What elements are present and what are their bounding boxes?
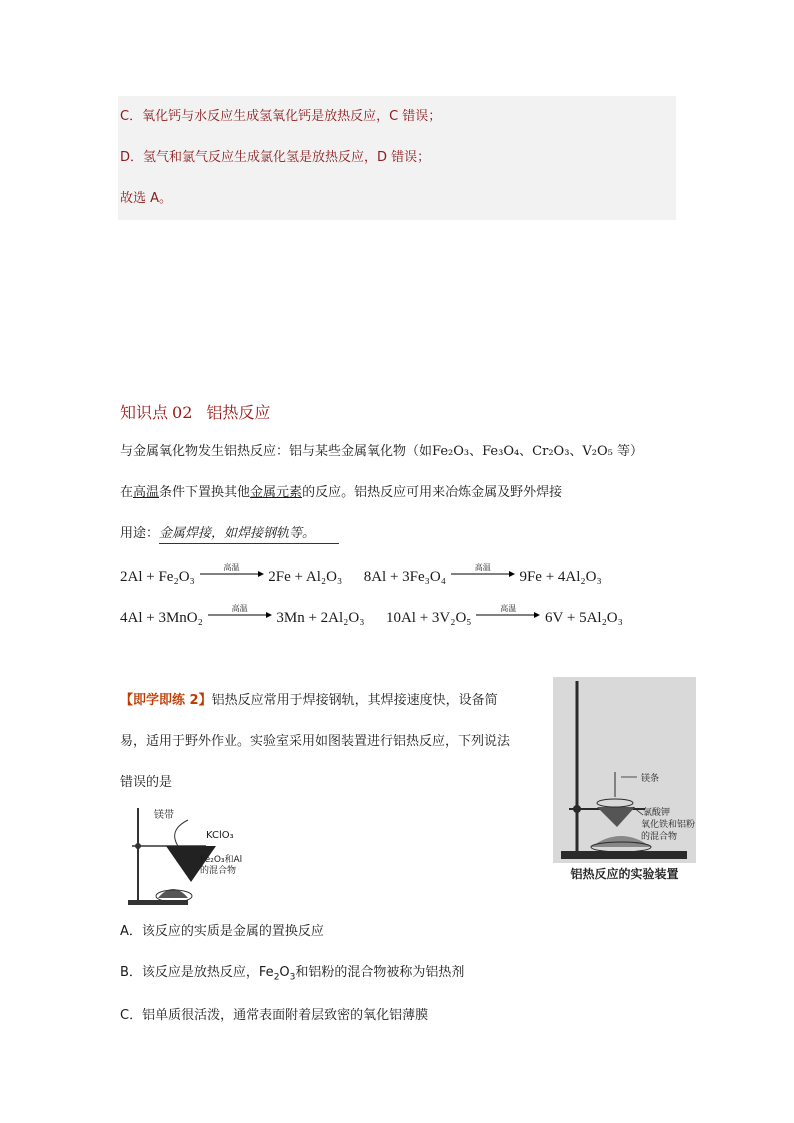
option-b-text-3: 和铝粉的混合物被称为铝热剂: [295, 965, 465, 980]
exercise-line-2: 易，适用于野外作业。实验室采用如图装置进行铝热反应，下列说法: [120, 734, 511, 749]
answer-line-c: C．氧化钙与水反应生成氢氧化钙是放热反应，C 错误；: [120, 109, 442, 124]
section-heading: [120, 400, 270, 423]
keyword-high-temp: 高温: [133, 485, 160, 500]
section-prefix: 知识点: [120, 403, 169, 422]
answer-line-final: 故选 A。: [120, 191, 173, 206]
eq4-right: 6V + 5Al₂O₃: [545, 610, 623, 626]
arrow-label-3: 高温: [231, 604, 248, 613]
option-b-sub-1: 2: [273, 972, 280, 983]
equation-row-2: [120, 604, 623, 628]
eq3-left: 4Al + 3MnO₂: [120, 610, 203, 626]
option-b-text-2: O: [279, 965, 290, 980]
eq1-left: 2Al + Fe₂O₃: [120, 569, 195, 585]
fig-small-kclo3-label: KClO₃: [206, 830, 234, 841]
intro-line-2: [120, 484, 562, 502]
intro-oxides: Fe₂O₃、Fe₃O₄、Cr₂O₃、V₂O₅ 等）: [432, 444, 644, 459]
thermite-apparatus-figure-small: [118, 800, 278, 910]
section-number: 02: [172, 403, 193, 422]
exercise-line-1: [120, 692, 498, 710]
reaction-arrow-1: [200, 563, 264, 580]
eq3-right: 3Mn + 2Al₂O₃: [276, 610, 365, 626]
fig-small-mix-label-1: Fe₂O₃和Al: [200, 855, 243, 865]
arrow-label-4: 高温: [500, 604, 517, 613]
option-a: A．该反应的实质是金属的置换反应: [120, 924, 324, 939]
apparatus-drawing-small: [118, 800, 278, 910]
eq2-left: 8Al + 3Fe₃O₄: [363, 569, 446, 585]
eq4-left: 10Al + 3V₂O₅: [385, 610, 472, 626]
fig-large-caption: 铝热反应的实验装置: [553, 863, 696, 885]
reaction-arrow-4: [476, 604, 540, 621]
fig-large-mix-label-1: 氧化铁和铝粉: [641, 820, 696, 830]
usage-label: 用途：: [120, 526, 160, 541]
answer-explanation-box: [118, 96, 676, 220]
exercise-text-1: 铝热反应常用于焊接钢轨，其焊接速度快，设备简: [211, 693, 498, 708]
arrow-label-1: 高温: [223, 563, 240, 572]
usage-line: [120, 525, 339, 544]
fig-large-mix-label-2: 的混合物: [641, 832, 678, 842]
eq1-right: 2Fe + Al₂O₃: [268, 569, 343, 585]
thermite-apparatus-photo: [553, 677, 696, 885]
fig-small-mg-label: 镁带: [154, 810, 174, 821]
reaction-arrow-3: [208, 604, 272, 621]
equation-row-1: [120, 563, 602, 587]
section-title: 铝热反应: [206, 403, 271, 422]
option-c: C．铝单质很活泼，通常表面附着层致密的氧化铝薄膜: [120, 1008, 429, 1023]
eq2-right: 9Fe + 4Al₂O₃: [519, 569, 602, 585]
intro-text-c: 条件下置换其他: [159, 485, 251, 500]
fig-large-mg-label: 镁条: [641, 774, 660, 784]
fig-large-kclo3-label: 氯酸钾: [643, 808, 671, 818]
keyword-metal-element: 金属元素: [250, 485, 303, 500]
intro-line-1: [120, 443, 643, 461]
exercise-tag: 【即学即练 2】: [120, 693, 212, 708]
intro-text-d: 的反应。铝热反应可用来冶炼金属及野外焊接: [302, 485, 563, 500]
intro-text-a: 与金属氧化物发生铝热反应：铝与某些金属氧化物（如: [120, 444, 433, 459]
option-b: [120, 961, 464, 983]
arrow-label-2: 高温: [474, 563, 491, 572]
reaction-arrow-2: [451, 563, 515, 580]
option-b-text-1: B．该反应是放热反应，Fe: [120, 965, 274, 980]
option-b-sub-2: 3: [289, 972, 296, 983]
exercise-line-3: 错误的是: [120, 775, 173, 790]
answer-line-d: D．氢气和氯气反应生成氯化氢是放热反应，D 错误；: [120, 150, 431, 165]
fig-small-mix-label-2: 的混合物: [200, 866, 237, 876]
usage-note: 金属焊接，如焊接钢轨等。: [159, 525, 339, 544]
intro-text-b: 在: [120, 485, 134, 500]
